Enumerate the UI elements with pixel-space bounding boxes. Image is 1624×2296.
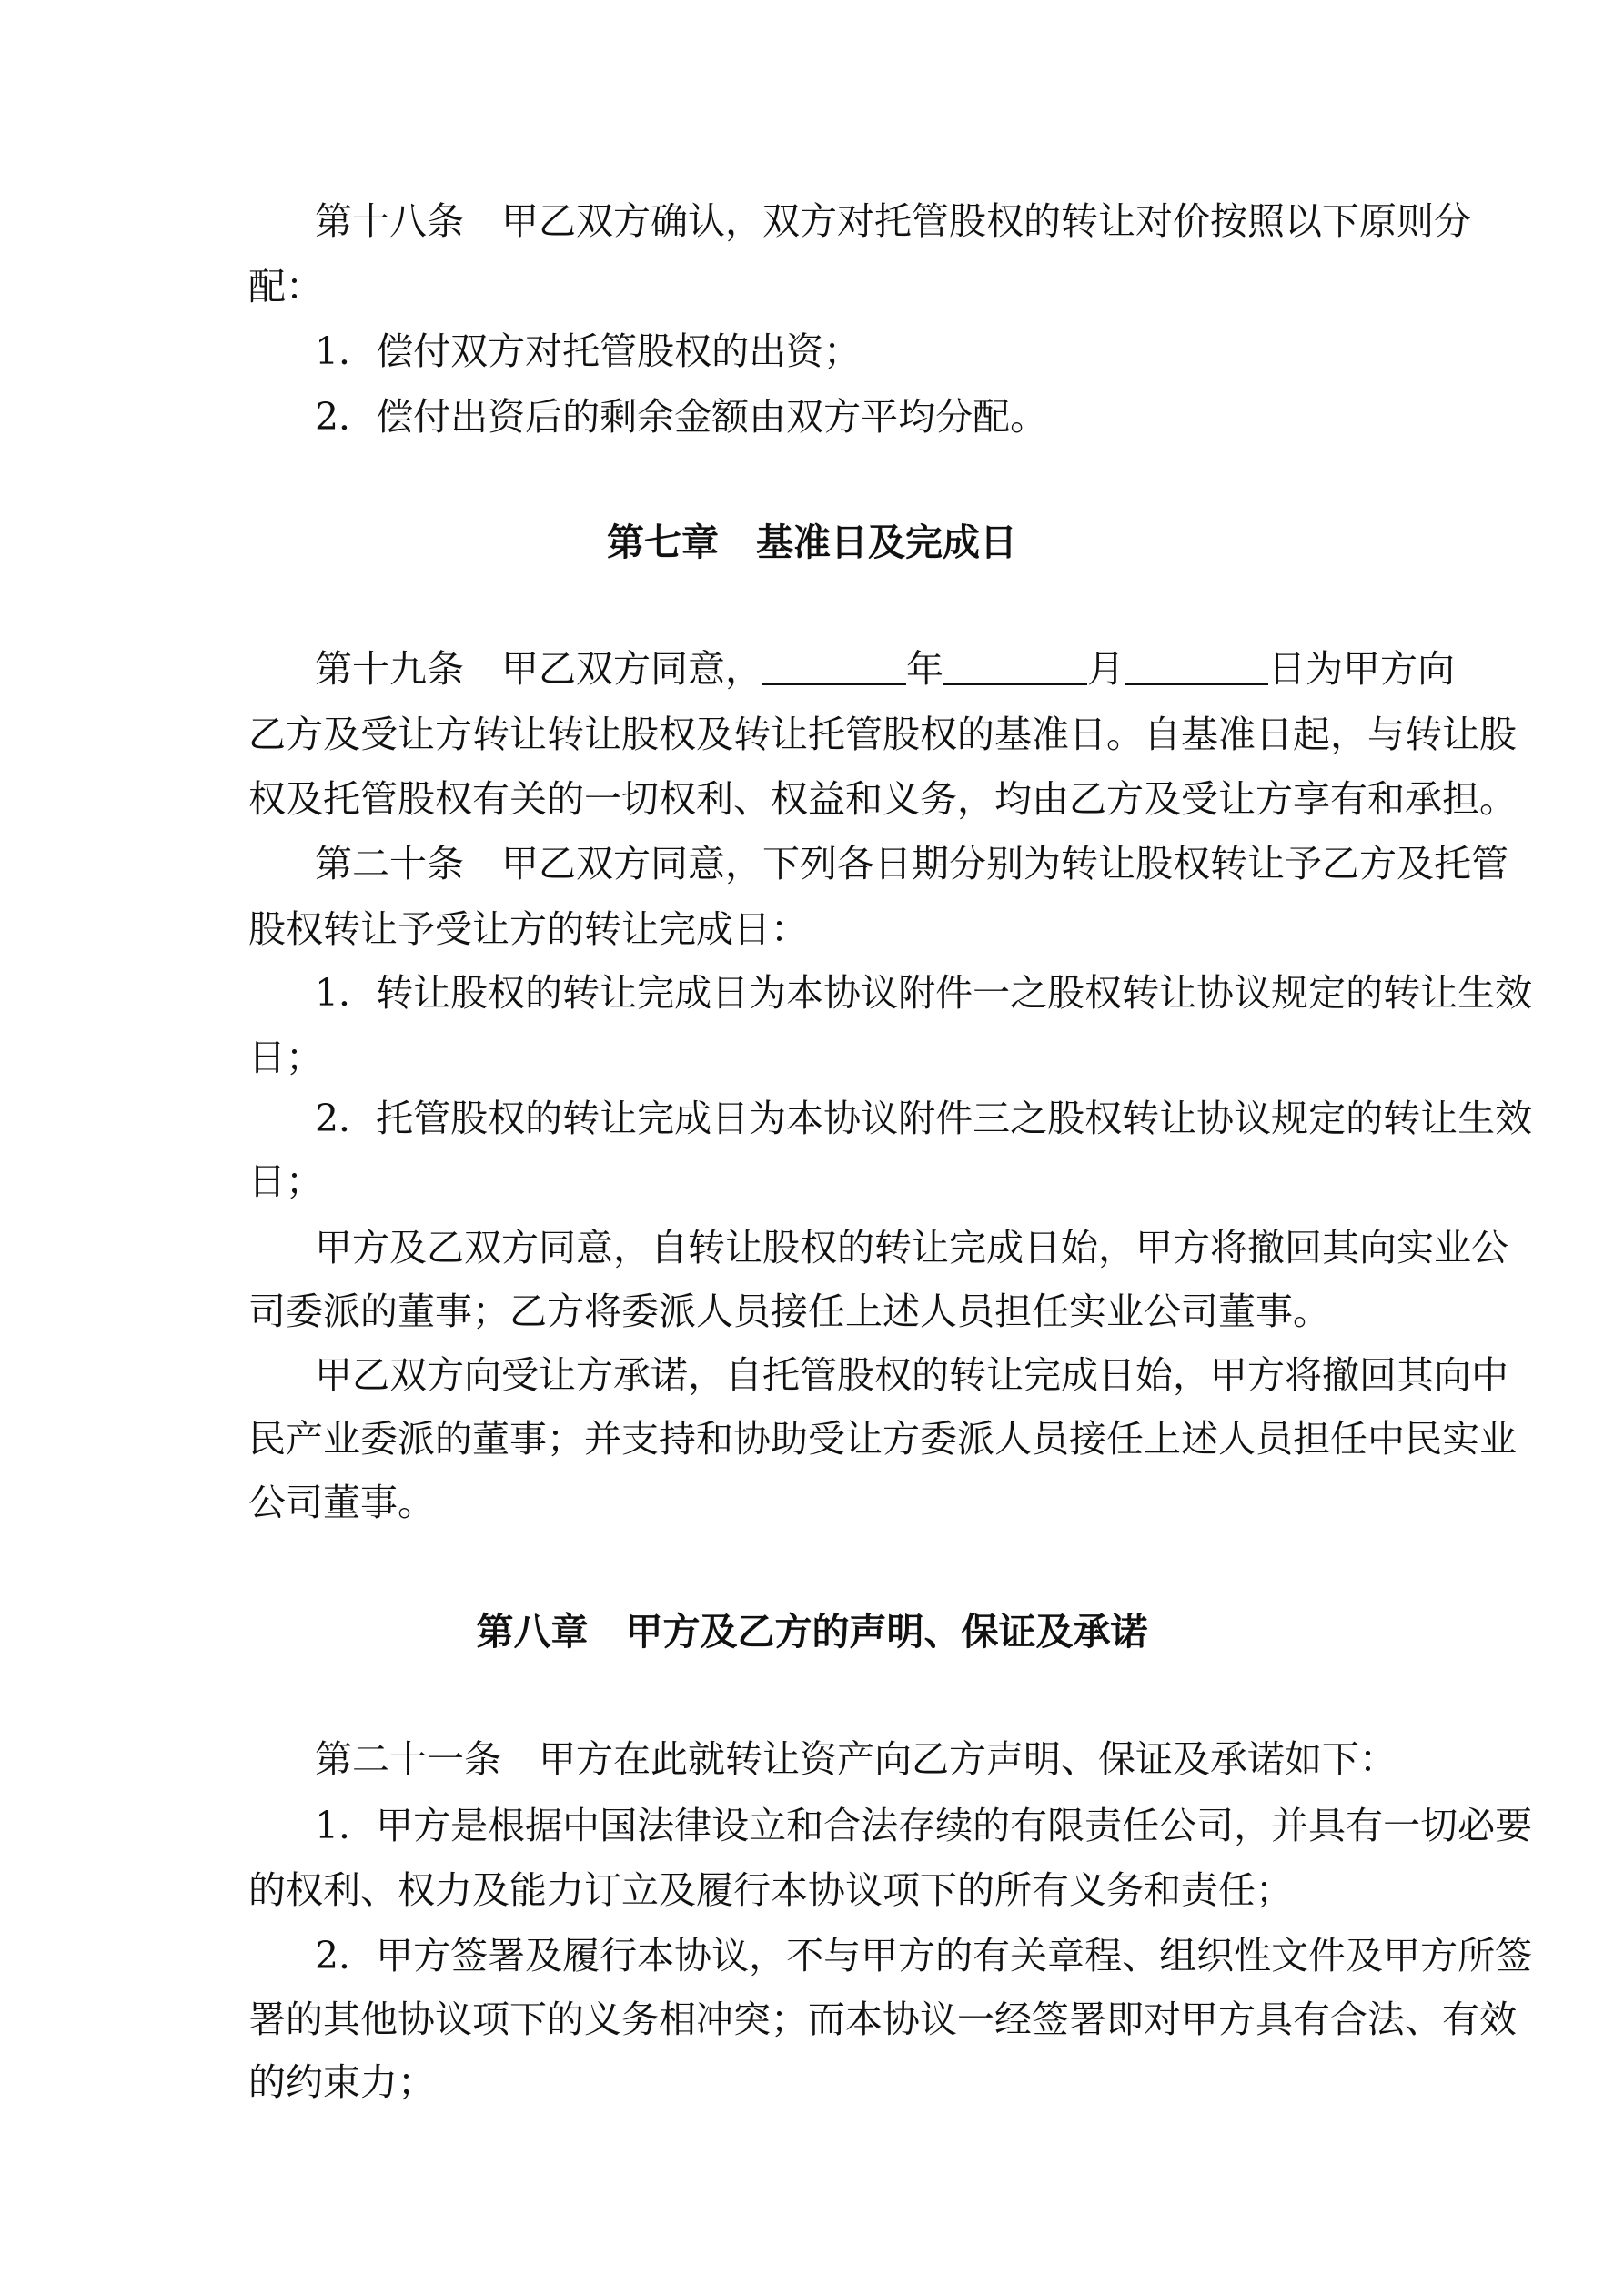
text-line: 第十八条 甲乙双方确认，双方对托管股权的转让对价按照以下原则分 [315, 199, 1471, 243]
list-item: 2．甲方签署及履行本协议，不与甲方的有关章程、组织性文件及甲方所签 [315, 1934, 1533, 1977]
text-line: 署的其他协议项下的义务相冲突；而本协议一经签署即对甲方具有合法、有效 [248, 1998, 1517, 2041]
text: 第十九条 甲乙双方同意， [315, 647, 762, 691]
text-line: 日； [248, 1159, 323, 1203]
text-line: 司委派的董事；乙方将委派人员接任上述人员担任实业公司董事。 [248, 1290, 1330, 1333]
text: 年 [906, 647, 943, 691]
text-line: 民产业委派的董事；并支持和协助受让方委派人员接任上述人员担任中民实业 [248, 1417, 1517, 1461]
text-line: 的约束力； [248, 2060, 435, 2104]
month-blank [943, 647, 1087, 685]
text-line: 的权利、权力及能力订立及履行本协议项下的所有义务和责任； [248, 1868, 1293, 1912]
chapter-7-heading: 第七章 基准日及完成日 [607, 521, 1017, 564]
text-line: 甲乙双方向受让方承诺，自托管股权的转让完成日始，甲方将撤回其向中 [315, 1353, 1508, 1397]
list-item: 2．托管股权的转让完成日为本协议附件三之股权转让协议规定的转让生效 [315, 1097, 1533, 1140]
text-line: 权及托管股权有关的一切权利、权益和义务，均由乙方及受让方享有和承担。 [248, 777, 1517, 821]
list-item: 2．偿付出资后的剩余金额由双方平均分配。 [315, 395, 1048, 439]
day-blank [1125, 647, 1268, 685]
list-item: 1．甲方是根据中国法律设立和合法存续的有限责任公司，并具有一切必要 [315, 1804, 1533, 1847]
text-line: 公司董事。 [248, 1481, 435, 1524]
text-line: 第二十条 甲乙双方同意，下列各日期分别为转让股权转让予乙方及托管 [315, 842, 1508, 885]
text-line: 配： [248, 265, 323, 308]
text-line: 日； [248, 1036, 323, 1079]
chapter-8-heading: 第八章 甲方及乙方的声明、保证及承诺 [476, 1610, 1148, 1654]
text-line-with-date-blanks [315, 647, 1455, 691]
list-item: 1．偿付双方对托管股权的出资； [315, 329, 862, 373]
list-item: 1．转让股权的转让完成日为本协议附件一之股权转让协议规定的转让生效 [315, 971, 1533, 1015]
text-line: 第二十一条 甲方在此就转让资产向乙方声明、保证及承诺如下： [315, 1737, 1397, 1781]
text-line: 股权转让予受让方的转让完成日： [248, 907, 808, 951]
year-blank [762, 647, 906, 685]
text: 月 [1087, 647, 1125, 691]
text: 日为甲方向 [1268, 647, 1455, 691]
text-line: 甲方及乙双方同意，自转让股权的转让完成日始，甲方将撤回其向实业公 [315, 1226, 1508, 1269]
text-line: 乙方及受让方转让转让股权及转让托管股权的基准日。自基准日起，与转让股 [248, 713, 1517, 756]
